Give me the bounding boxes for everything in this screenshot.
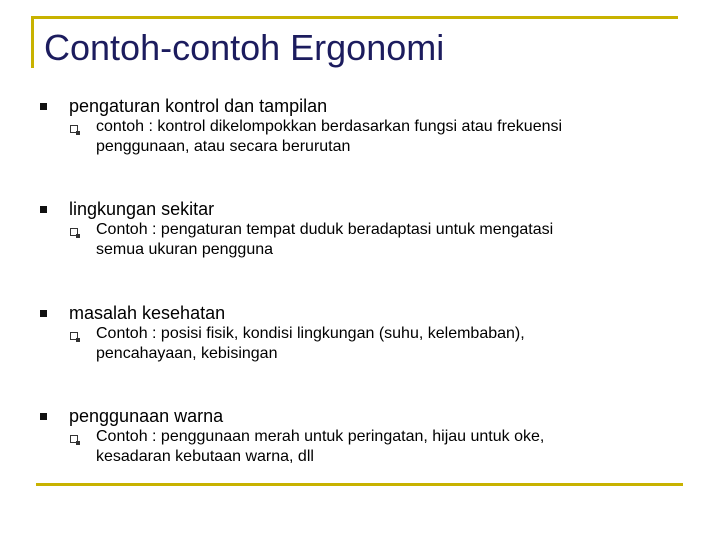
item-example-line-1: Contoh : pengaturan tempat duduk beradaptasi untuk mengatasi: [96, 221, 554, 238]
sub-bullet-icon: [70, 435, 78, 443]
item-example: [96, 220, 696, 260]
item-label: penggunaan warna: [69, 406, 224, 426]
bottom-rule: [36, 483, 683, 486]
item-example-line-2: semua ukuran pengguna: [96, 241, 274, 258]
sub-bullet-icon: [70, 332, 78, 340]
item-label: masalah kesehatan: [69, 303, 226, 323]
sub-bullet-icon: [70, 125, 78, 133]
item-example-line-2: penggunaan, atau secara berurutan: [96, 138, 351, 155]
square-bullet-icon: [40, 206, 47, 213]
item-example-line-2: pencahayaan, kebisingan: [96, 345, 278, 362]
square-bullet-icon: [40, 413, 47, 420]
item-example: [96, 427, 696, 467]
item-example-line-2: kesadaran kebutaan warna, dll: [96, 448, 314, 465]
frame-left-rule: [31, 16, 34, 68]
item-example-line-1: Contoh : penggunaan merah untuk peringatan, hijau untuk oke,: [96, 428, 545, 445]
item-example-line-1: contoh : kontrol dikelompokkan berdasarkan fungsi atau frekuensi: [96, 118, 563, 135]
item-label: lingkungan sekitar: [69, 199, 215, 219]
square-bullet-icon: [40, 103, 47, 110]
sub-bullet-icon: [70, 228, 78, 236]
slide-title: Contoh-contoh Ergonomi: [44, 27, 445, 68]
item-example-line-1: Contoh : posisi fisik, kondisi lingkungan (suhu, kelembaban),: [96, 325, 525, 342]
item-example: [96, 117, 696, 157]
frame-top-rule: [31, 16, 678, 19]
item-label: pengaturan kontrol dan tampilan: [69, 96, 328, 116]
item-example: [96, 324, 696, 364]
square-bullet-icon: [40, 310, 47, 317]
